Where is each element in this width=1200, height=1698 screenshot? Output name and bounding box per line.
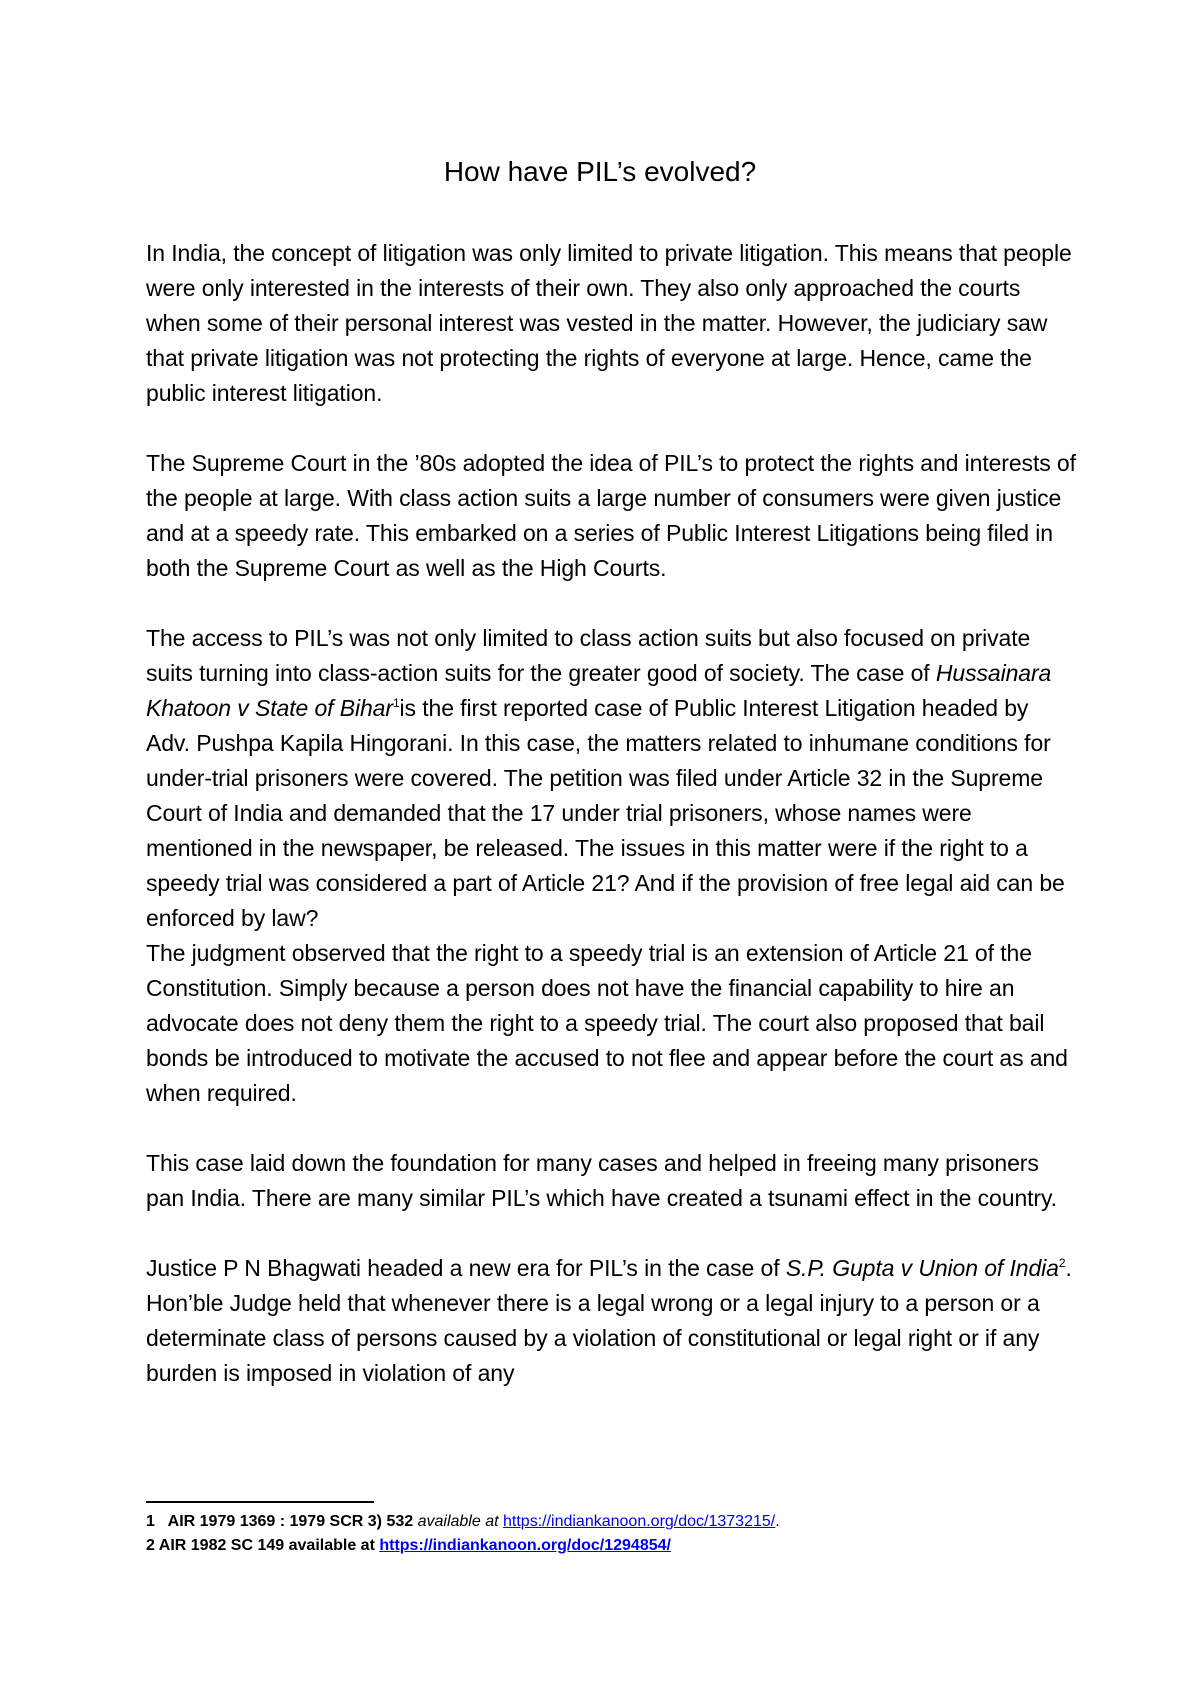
page-title: How have PIL’s evolved? bbox=[443, 156, 757, 187]
footnote-1 bbox=[146, 1510, 1046, 1534]
footnote-2-link[interactable]: https://indiankanoon.org/doc/1294854/ bbox=[379, 1537, 671, 1554]
paragraph-3-text-after: is the first reported case of Public Interest Litigation headed by Adv. Pushpa Kapila Hingorani. In this case, the matters related to inhumane conditions for under-trial prisoners were covered. The petition was filed under Article 32 in the Supreme Court of India and demanded that the 17 under trial prisoners, whose names were mentioned in the newspaper, be released. The issues in this matter were if the right to a speedy trial was considered a part of Article 21? And if the provision of free legal aid can be enforced by law? bbox=[146, 695, 1065, 931]
case-name-sp-gupta: S.P. Gupta v Union of India bbox=[785, 1255, 1059, 1281]
paragraph-6-text-after: . Hon’ble Judge held that whenever there is a legal wrong or a legal injury to a person or a determinate class of persons caused by a violation of constitutional or legal right or if any burden is imposed in violation of any bbox=[146, 1255, 1072, 1386]
footnote-1-citation: AIR 1979 1369 : 1979 SCR 3) 532 bbox=[167, 1513, 414, 1530]
footnote-1-trail: . bbox=[775, 1513, 780, 1530]
paragraph-1: In India, the concept of litigation was only limited to private litigation. This means that people were only interested in the interests of their own. They also only approached the courts when some of their personal interest was vested in the matter. However, the judiciary saw that private litigation was not protecting the rights of everyone at large. Hence, came the public interest litigation. bbox=[146, 240, 1072, 406]
paragraph-3-text-before: The access to PIL’s was not only limited to class action suits but also focused on private suits turning into class-action suits for the greater good of society. The case of bbox=[146, 625, 1031, 686]
paragraph-2: The Supreme Court in the ’80s adopted the idea of PIL’s to protect the rights and interests of the people at large. With class action suits a large number of consumers were given justice and at a speedy rate. This embarked on a series of Public Interest Litigations being filed in both the Supreme Court as well as the High Courts. bbox=[146, 450, 1076, 581]
paragraph-3 bbox=[146, 621, 1076, 936]
paragraph-5: This case laid down the foundation for many cases and helped in freeing many prisoners pan India. There are many similar PIL’s which have created a tsunami effect in the country. bbox=[146, 1150, 1057, 1211]
footnote-1-number: 1 bbox=[146, 1513, 155, 1530]
footnote-2-number: 2 bbox=[146, 1537, 155, 1554]
footnote-2-citation: AIR 1982 SC 149 available at bbox=[158, 1537, 375, 1554]
footnote-ref-1[interactable]: 1 bbox=[392, 696, 400, 710]
paragraph-4: The judgment observed that the right to a speedy trial is an extension of Article 21 of the Constitution. Simply because a person does not have the financial capability to hire an advocate does not deny them the right to a speedy trial. The court also proposed that bail bonds be introduced to motivate the accused to not flee and appear before the court as and when required. bbox=[146, 940, 1068, 1106]
footnotes bbox=[146, 1510, 1046, 1558]
footnote-1-link[interactable]: https://indiankanoon.org/doc/1373215/ bbox=[503, 1513, 776, 1530]
footnote-1-available: available at bbox=[417, 1513, 499, 1530]
case-name-hussainara: Hussainara Khatoon v State of Bihar bbox=[146, 660, 1052, 721]
paragraph-6-text-before: Justice P N Bhagwati headed a new era for PIL’s in the case of bbox=[146, 1255, 786, 1281]
footnote-separator bbox=[146, 1501, 374, 1503]
paragraph-6 bbox=[146, 1251, 1076, 1391]
footnote-2 bbox=[146, 1534, 1046, 1558]
footnote-ref-2[interactable]: 2 bbox=[1058, 1256, 1066, 1270]
document-body bbox=[146, 236, 1076, 1391]
